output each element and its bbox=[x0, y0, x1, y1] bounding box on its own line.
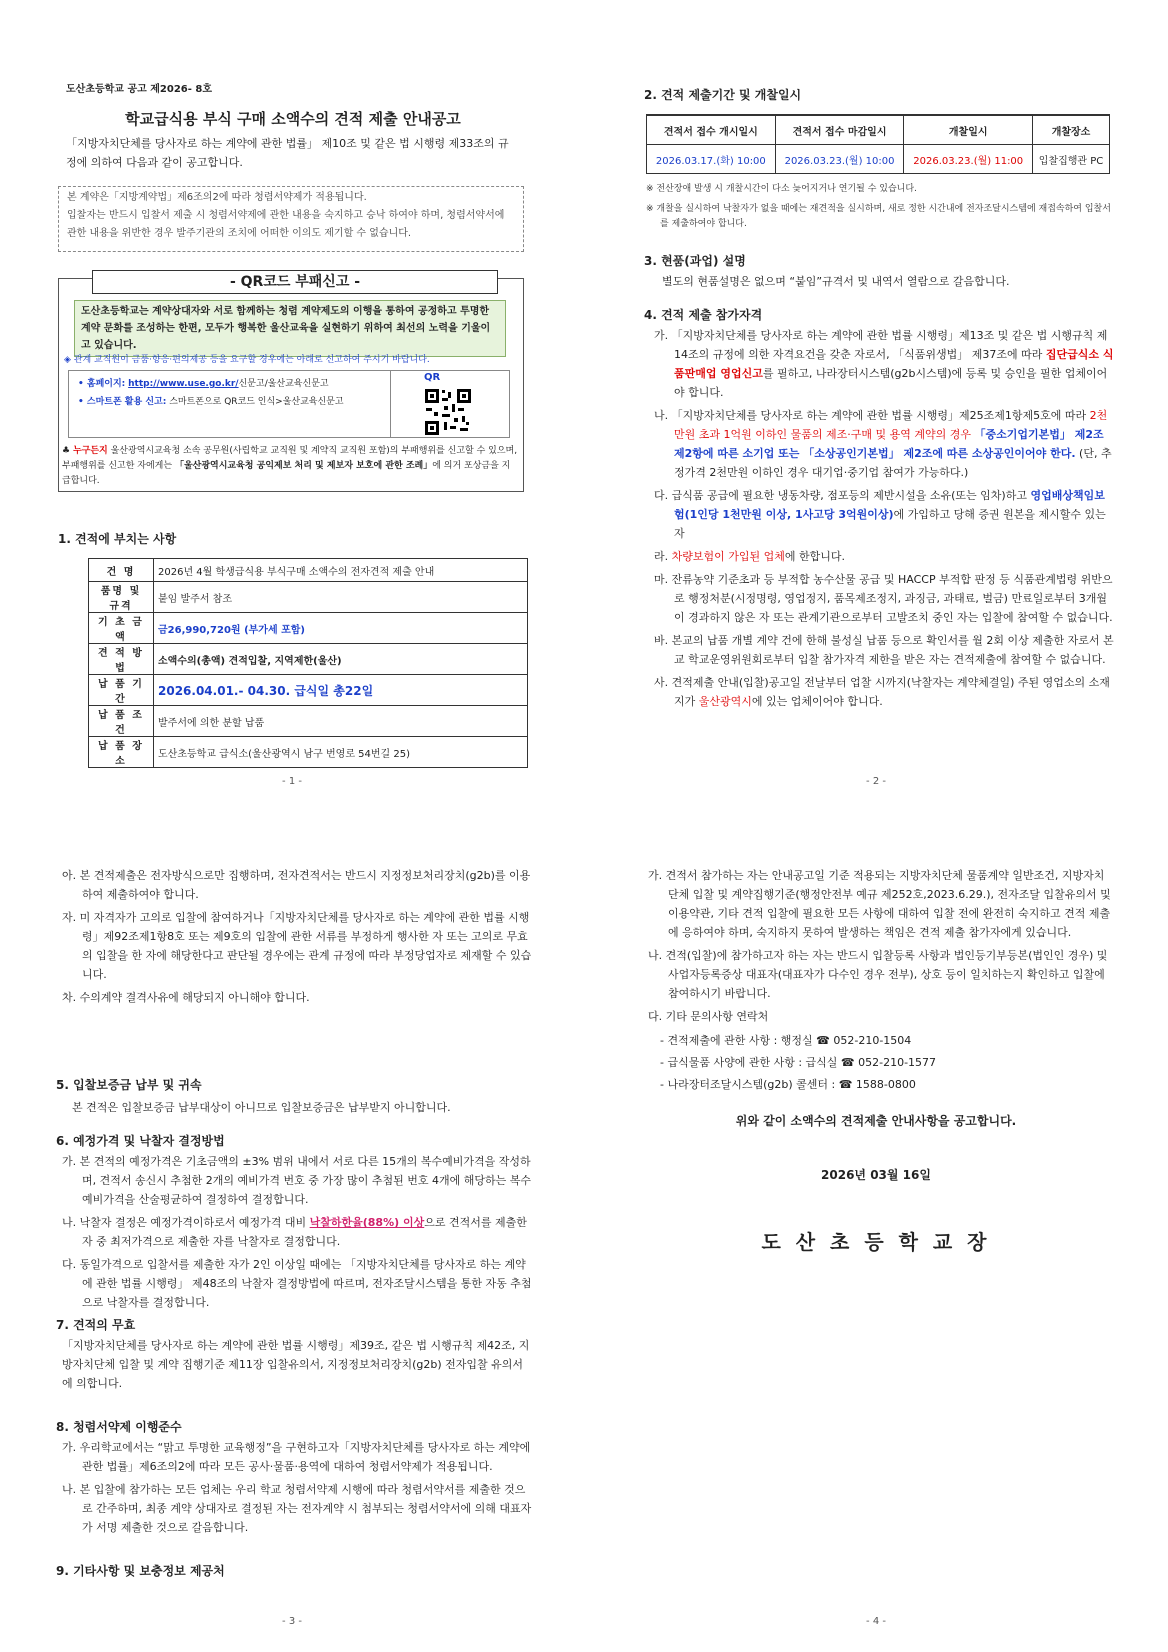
schedule-note-1: ※ 전산장애 발생 시 개찰시간이 다소 늦어지거나 연기될 수 있습니다. bbox=[646, 184, 917, 194]
section-8-heading: 8. 청렴서약제 이행준수 bbox=[56, 1420, 182, 1434]
homepage-link[interactable]: http://www.use.go.kr/ bbox=[128, 379, 239, 389]
section-5-body: 본 견적은 입찰보증금 납부대상이 아니므로 입찰보증금은 납부받지 아니합니다. bbox=[72, 1101, 451, 1114]
club-icon: ♣ bbox=[62, 446, 71, 456]
integrity-notice-line-1: 본 계약은「지방계약법」제6조의2에 따라 청렴서약제가 적용됩니다. bbox=[67, 192, 367, 203]
section-2-heading: 2. 견적 제출기간 및 개찰일시 bbox=[644, 88, 802, 102]
table-row: 납 품 기 간 2026.04.01.- 04.30. 급식일 총22일 bbox=[89, 675, 528, 706]
qualification-a: 아. 본 견적제출은 전자방식으로만 집행하며, 전자견적서는 반드시 지정정보처리장치(g2b)를 이용하여 제출하여야 합니다. bbox=[62, 869, 531, 901]
section-7-body: 「지방자치단체를 당사자로 하는 계약에 관한 법률 시행령」제39조, 같은 법 시행규칙 제42조, 지방자치단체 입찰 및 계약 집행기준 제11장 입찰유의서, 지정정보처리장치(g2b) 전자입찰 유의서에 의합니다. bbox=[62, 1339, 530, 1390]
price-da: 다. 동일가격으로 입찰서를 제출한 자가 2인 이상일 때에는 「지방자치단체를 당사자로 하는 계약에 관한 법률 시행령」 제48조의 낙찰자 결정방법에 따르며, 전자조달시스템을 통한 자동 추첨으로 낙찰자를 결정합니다. bbox=[62, 1258, 532, 1309]
section-6-heading: 6. 예정가격 및 낙찰자 결정방법 bbox=[56, 1134, 225, 1148]
schedule-table bbox=[646, 114, 1110, 174]
table-row: 품명 및 규격 붙임 발주서 참조 bbox=[89, 582, 528, 613]
qr-label: QR bbox=[424, 372, 441, 383]
page-number: - 2 - bbox=[866, 776, 886, 787]
table-row: 2026.03.17.(화) 10:00 2026.03.23.(월) 10:00 2026.03.23.(월) 11:00 입찰집행관 PC bbox=[647, 145, 1110, 174]
integrity-notice-box bbox=[58, 186, 524, 252]
integrity-na: 나. 본 입찰에 참가하는 모든 업체는 우리 학교 청렴서약제 시행에 따라 청렴서약서를 제출한 것으로 간주하며, 최종 계약 상대자로 결정된 자는 전자계약 시 첨부되는 청렴서약서에 의해 대표자가 서명 제출한 것으로 갈음합니다. bbox=[62, 1483, 532, 1534]
integrity-ga: 가. 우리학교에서는 “맑고 투명한 교육행정”을 구현하고자「지방자치단체를 당사자로 하는 계약에 관한 법률」제6조의2에 따라 모든 공사·물품·용역에 대하여 청렴서약제가 적용됩니다. bbox=[62, 1441, 531, 1473]
quote-info-table bbox=[88, 558, 528, 768]
section-3-heading: 3. 현품(과업) 설명 bbox=[644, 254, 746, 268]
page-2 bbox=[584, 0, 1168, 826]
qr-green-statement: 도산초등학교는 계약상대자와 서로 함께하는 청렴 계약제도의 이행을 통하여 공정하고 투명한 계약 문화를 조성하는 한편, 모두가 행복한 울산교육을 실현하기 위하여 최선의 노력을 기울이고 있습니다. bbox=[74, 300, 506, 357]
whistleblower-text: ♣ 누구든지 울산광역시교육청 소속 공무원(사립학교 교직원 및 계약직 교직원 포함)의 부패행위를 신고할 수 있으며, 부패행위를 신고한 자에게는 「울산광역시교육청 공익제보 처리 및 제보자 보호에 관한 조례」에 의거 포상금을 지급합니다. bbox=[62, 446, 518, 486]
qualification-ma: 마. 잔류농약 기준초과 등 부적합 농수산물 공급 및 HACCP 부적합 판정 등 식품관계법령 위반으로 행정처분(시정명령, 영업정지, 품목제조정지, 과징금, 과태료, 벌금) 만료일로부터 3개월이 경과하지 않은 자 또는 관계기관으로부터 고발조치 중인 자는 입찰에 참여할 수 없습니다. bbox=[654, 573, 1113, 624]
page-3 bbox=[0, 826, 584, 1652]
section-6-items bbox=[62, 1152, 532, 1312]
table-row: 납 품 조 건 발주서에 의한 분할 납품 bbox=[89, 706, 528, 737]
contact-item: - 나라장터조달시스템(g2b) 콜센터 : ☎ 1588-0800 bbox=[660, 1078, 916, 1091]
table-row: 기 초 금 액 금26,990,720원 (부가세 포함) bbox=[89, 613, 528, 644]
price-ga: 가. 본 견적의 예정가격은 기초금액의 ±3% 범위 내에서 서로 다른 15개의 복수예비가격을 작성하며, 견적서 송신시 추첨한 2개의 예비가격 번호 중 가장 많이 추첨된 번호 4개에 해당하는 복수 예비가격을 산술평균하여 결정하여 결정합니다. bbox=[62, 1155, 531, 1206]
intro-text: 「지방자치단체를 당사자로 하는 계약에 관한 법률」 제10조 및 같은 법 시행령 제33조의 규정에 의하여 다음과 같이 공고합니다. bbox=[66, 137, 509, 169]
qualification-cha: 차. 수의계약 결격사유에 해당되지 아니해야 합니다. bbox=[62, 991, 310, 1004]
page-title: 학교급식용 부식 구매 소액수의 견적 제출 안내공고 bbox=[125, 110, 461, 128]
signer-name: 도 산 초 등 학 교 장 bbox=[761, 1230, 991, 1254]
other-na: 나. 견적(입찰)에 참가하고자 하는 자는 반드시 입찰등록 사항과 법인등기부등본(법인인 경우) 및 사업자등록증상 대표자(대표자가 다수인 경우 전부), 상호 등이 일치하는지 확인하고 입찰에 참여하시기 바랍니다. bbox=[648, 949, 1108, 1000]
section-9-heading: 9. 기타사항 및 보충정보 제공처 bbox=[56, 1564, 225, 1578]
section-1-heading: 1. 견적에 부치는 사항 bbox=[58, 532, 177, 546]
closing-statement: 위와 같이 소액수의 견적제출 안내사항을 공고합니다. bbox=[735, 1114, 1017, 1128]
smartphone-line: • 스마트폰 활용 신고: 스마트폰으로 QR코드 인식>울산교육신문고 bbox=[78, 397, 344, 407]
section-4-items bbox=[654, 326, 1114, 711]
homepage-line: • 홈페이지: http://www.use.go.kr/신문고/울산교육신문고 bbox=[78, 379, 329, 389]
page-4 bbox=[584, 826, 1168, 1652]
contact-list bbox=[648, 1030, 1112, 1096]
announcement-date: 2026년 03월 16일 bbox=[821, 1168, 931, 1182]
qualification-da: 다. 급식품 공급에 필요한 냉동차량, 점포등의 제반시설을 소유(또는 임차)하고 영업배상책임보험(1인당 1천만원 이상, 1사고당 3억원이상)에 가입하고 당해 증권 원본을 제시할수 있는 자 bbox=[654, 489, 1106, 540]
contact-item: - 급식물품 사양에 관한 사항 : 급식실 ☎ 052-210-1577 bbox=[660, 1056, 937, 1069]
notice-number: 도산초등학교 공고 제2026- 8호 bbox=[66, 84, 212, 95]
page-number: - 3 - bbox=[282, 1616, 302, 1627]
table-header-row: 견적서 접수 개시일시 견적서 접수 마감일시 개찰일시 개찰장소 bbox=[647, 115, 1110, 145]
table-row: 납 품 장 소 도산초등학교 급식소(울산광역시 남구 번영로 54번길 25) bbox=[89, 737, 528, 768]
section-8-items bbox=[62, 1438, 532, 1537]
integrity-notice-line-2: 입찰자는 반드시 입찰서 제출 시 청렴서약제에 관한 내용을 숙지하고 승낙 하여야 하며, 청렴서약서에 관한 내용을 위반한 경우 발주기관의 조치에 어떠한 이의도 제기할 수 없습니다. bbox=[67, 210, 505, 239]
page-1 bbox=[0, 0, 584, 826]
section-7-heading: 7. 견적의 무효 bbox=[56, 1318, 136, 1332]
qualification-na: 나. 「지방자치단체를 당사자로 하는 계약에 관한 법률 시행령」제25조제1항제5호에 따라 2천만원 초과 1억원 이하인 물품의 제조·구매 및 용역 계약의 경우 「중소기업기본법」 제2조제2항에 따른 소기업 또는 「소상공인기본법」 제2조에 따른 소상공인이어야 한다. (단, 추정가격 2천만원 이하인 경우 대기업·중기업 참여가 가능하다.) bbox=[654, 409, 1112, 479]
table-row: 견 적 방 법 소액수의(총액) 견적입찰, 지역제한(울산) bbox=[89, 644, 528, 675]
qualification-ba: 바. 본교의 납품 개별 계약 건에 한해 불성실 납품 등으로 확인서를 월 2회 이상 제출한 자로서 본교 학교운영위원회로부터 입찰 참가자격 제한을 받은 자는 견적제출에 참여할 수 없습니다. bbox=[654, 634, 1114, 666]
price-na: 나. 낙찰자 결정은 예정가격이하로서 예정가격 대비 낙찰하한율(88%) 이상으로 견적서를 제출한 자 중 최저가격으로 제출한 자를 낙찰자로 결정합니다. bbox=[62, 1216, 527, 1248]
qualification-ja: 자. 미 자격자가 고의로 입찰에 참여하거나「지방자치단체를 당사자로 하는 계약에 관한 법률 시행령」제92조제1항8호 또는 제9호의 입찰에 관한 서류를 부정하게 행사한 자 또는 고의로 무효의 입찰을 한 자에 해당한다고 판단될 경우에는 관계 규정에 따라 부정당업자로 제재할 수 있습니다. bbox=[62, 911, 532, 981]
qr-code-image[interactable] bbox=[424, 388, 472, 436]
contact-item: - 견적제출에 관한 사항 : 행정실 ☎ 052-210-1504 bbox=[660, 1034, 912, 1047]
qualification-sa: 사. 견적제출 안내(입찰)공고일 전날부터 업찰 시까지(낙찰자는 계약체결일) 주된 영업소의 소재지가 울산광역시에 있는 업체이어야 합니다. bbox=[654, 676, 1110, 708]
section-5-heading: 5. 입찰보증금 납부 및 귀속 bbox=[56, 1078, 202, 1092]
section-4-heading: 4. 견적 제출 참가자격 bbox=[644, 308, 763, 322]
section-3-body: 별도의 현품설명은 없으며 “붙임”규격서 및 내역서 열람으로 갈음합니다. bbox=[662, 275, 1010, 288]
qr-report-notice: ◈ 관계 교직원이 금품·향응·편의제공 등을 요구할 경우에는 아래로 신고하여 주시기 바랍니다. bbox=[64, 355, 430, 365]
other-da: 다. 기타 문의사항 연락처 bbox=[648, 1010, 769, 1023]
page-number: - 4 - bbox=[866, 1616, 886, 1627]
table-row: 건 명 2026년 4월 학생급식용 부식구매 소액수의 전자견적 제출 안내 bbox=[89, 559, 528, 582]
section-9-items bbox=[648, 866, 1112, 1096]
other-ga: 가. 견적서 참가하는 자는 안내공고일 기준 적용되는 지방자치단체 물품계약 일반조건, 지방자치단체 입찰 및 계약집행기준(행정안전부 예규 제252호,2023.6.29.), 전자조달 입찰유의서 및 이용약관, 기타 견적 입찰에 필요한 모든 사항에 대하여 입찰 전에 완전히 숙지하고 견적 제출에 응하여야 하며, 숙지하지 못하여 발생하는 책임은 견적 제출 참가자에게 있습니다. bbox=[648, 869, 1111, 939]
schedule-note-2: ※ 개찰을 실시하여 낙찰자가 없을 때에는 재견적을 실시하며, 새로 정한 시간내에 전자조달시스템에 재접속하여 입찰서를 제출하여야 합니다. bbox=[646, 204, 1111, 229]
section-4-continued bbox=[62, 866, 532, 1007]
qualification-ra: 라. 차량보험이 가입된 업체에 한합니다. bbox=[654, 550, 846, 563]
qr-title: - QR코드 부패신고 - bbox=[92, 270, 498, 294]
qualification-ga: 가. 「지방자치단체를 당사자로 하는 계약에 관한 법률 시행령」제13조 및 같은 법 시행규칙 제14조의 규정에 의한 자격요건을 갖춘 자로서, 「식품위생법」 제37조에 따라 집단급식소 식품판매업 영업신고를 필하고, 나라장터시스템(g2b시스템)에 등록 및 승인을 필한 업체이어야 합니다. bbox=[654, 329, 1114, 399]
page-number: - 1 - bbox=[282, 776, 302, 787]
